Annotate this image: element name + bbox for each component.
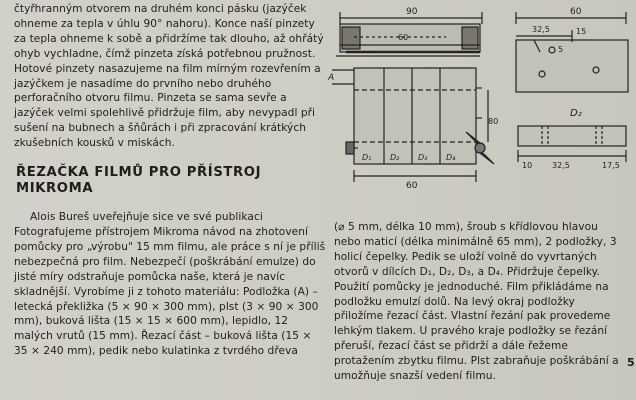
dim-80: 80 (488, 117, 499, 126)
technical-drawing (326, 0, 636, 195)
blade-label-d1: D₁ (362, 153, 372, 162)
dim-10: 10 (522, 161, 533, 170)
body-paragraph: Alois Bureš uveřejňuje sice ve své publikaci Fotografujeme přístrojem Mikroma návod na zhotovení pomůcky pro „výrobu" 15 mm filmu, ale práce s ní je příliš nebezpečná pro film. Nebezpečí (poškrábání emulze) do jisté míry odstraňuje pomůcka naše, která je navíc skladnější. Vyrobíme ji z tohoto materiálu: Podložka (A) – letecká překližka (5 × 90 × 300 mm), plst (3 × 90 × 300 mm), buková lišta (15 × 15 × 600 mm), lepidlo, 12 malých vrutů (15 mm). Řezací část – buková lišta (15 × 35 × 240 mm), pedik nebo kulatinka z tvrdého dřeva (14, 211, 326, 358)
dim-90: 90 (406, 7, 418, 17)
page-number: 5 (627, 356, 635, 369)
dim-5: 5 (558, 45, 564, 54)
label-d2: D₂ (570, 108, 582, 119)
dim-15: 15 (576, 27, 587, 36)
dim-60-right: 60 (570, 7, 582, 17)
right-text-column (334, 220, 624, 384)
blade-label-d4: D₄ (446, 153, 456, 162)
intro-paragraph: čtyřhranným otvorem na druhém konci pásku (jazýček ohneme za tepla v úhlu 90° nahoru). Konce naší pinzety za tepla ohneme k sobě a přidržíme tak dlouho, až ohřátý ohyb vychladne, čímž pinzeta získá potřebnou pružnost. Hotové pinzety nasazujeme na film mírným rozevřením a jazýčkem je nasadíme do prvního nebo druhého perforačního otvoru filmu. Pinzeta se sama sevře a jazýček velmi spolehlivě přidržuje film, aby nevypadl při sušení na bubnech a šňůrách i při zpracování krátkých zkušebních kousků v miskách. (14, 3, 324, 150)
label-a: A (328, 73, 335, 83)
dim-60-top: 60 (398, 33, 409, 42)
article-heading: ŘEZAČKA FILMŮ PRO PŘÍSTROJ MIKROMA (16, 165, 262, 197)
dim-60-bottom: 60 (406, 181, 418, 191)
dim-32-5: 32,5 (532, 25, 550, 34)
left-text-column (14, 2, 326, 359)
blade-label-d2: D₂ (390, 153, 400, 162)
dim-17-5: 17,5 (602, 161, 620, 170)
blade-label-d3: D₃ (418, 153, 428, 162)
right-body-paragraph: (⌀ 5 mm, délka 10 mm), šroub s křídlovou hlavou nebo maticí (délka minimálně 65 mm), 2 podložky, 3 holicí čepelky. Pedik se uloží volně do vyvrtaných otvorů v dílcích D₁, D₂, D₃, a D₄. Přidržuje čepelky. Použití pomůcky je jednoduché. Film přikládáme na podložku emulzí dolů. Na levý okraj podložky přiložíme řezací část. Vlastní řezání pak provedeme lehkým tlakem. U pravého kraje podložky se řezání přeruší, řezací část se přidrží a dále řežeme protažením zbytku filmu. Plst zabraňuje poškrábání a umožňuje snazší vedení filmu. (334, 221, 619, 383)
dim-32-5-bottom: 32,5 (552, 161, 570, 170)
